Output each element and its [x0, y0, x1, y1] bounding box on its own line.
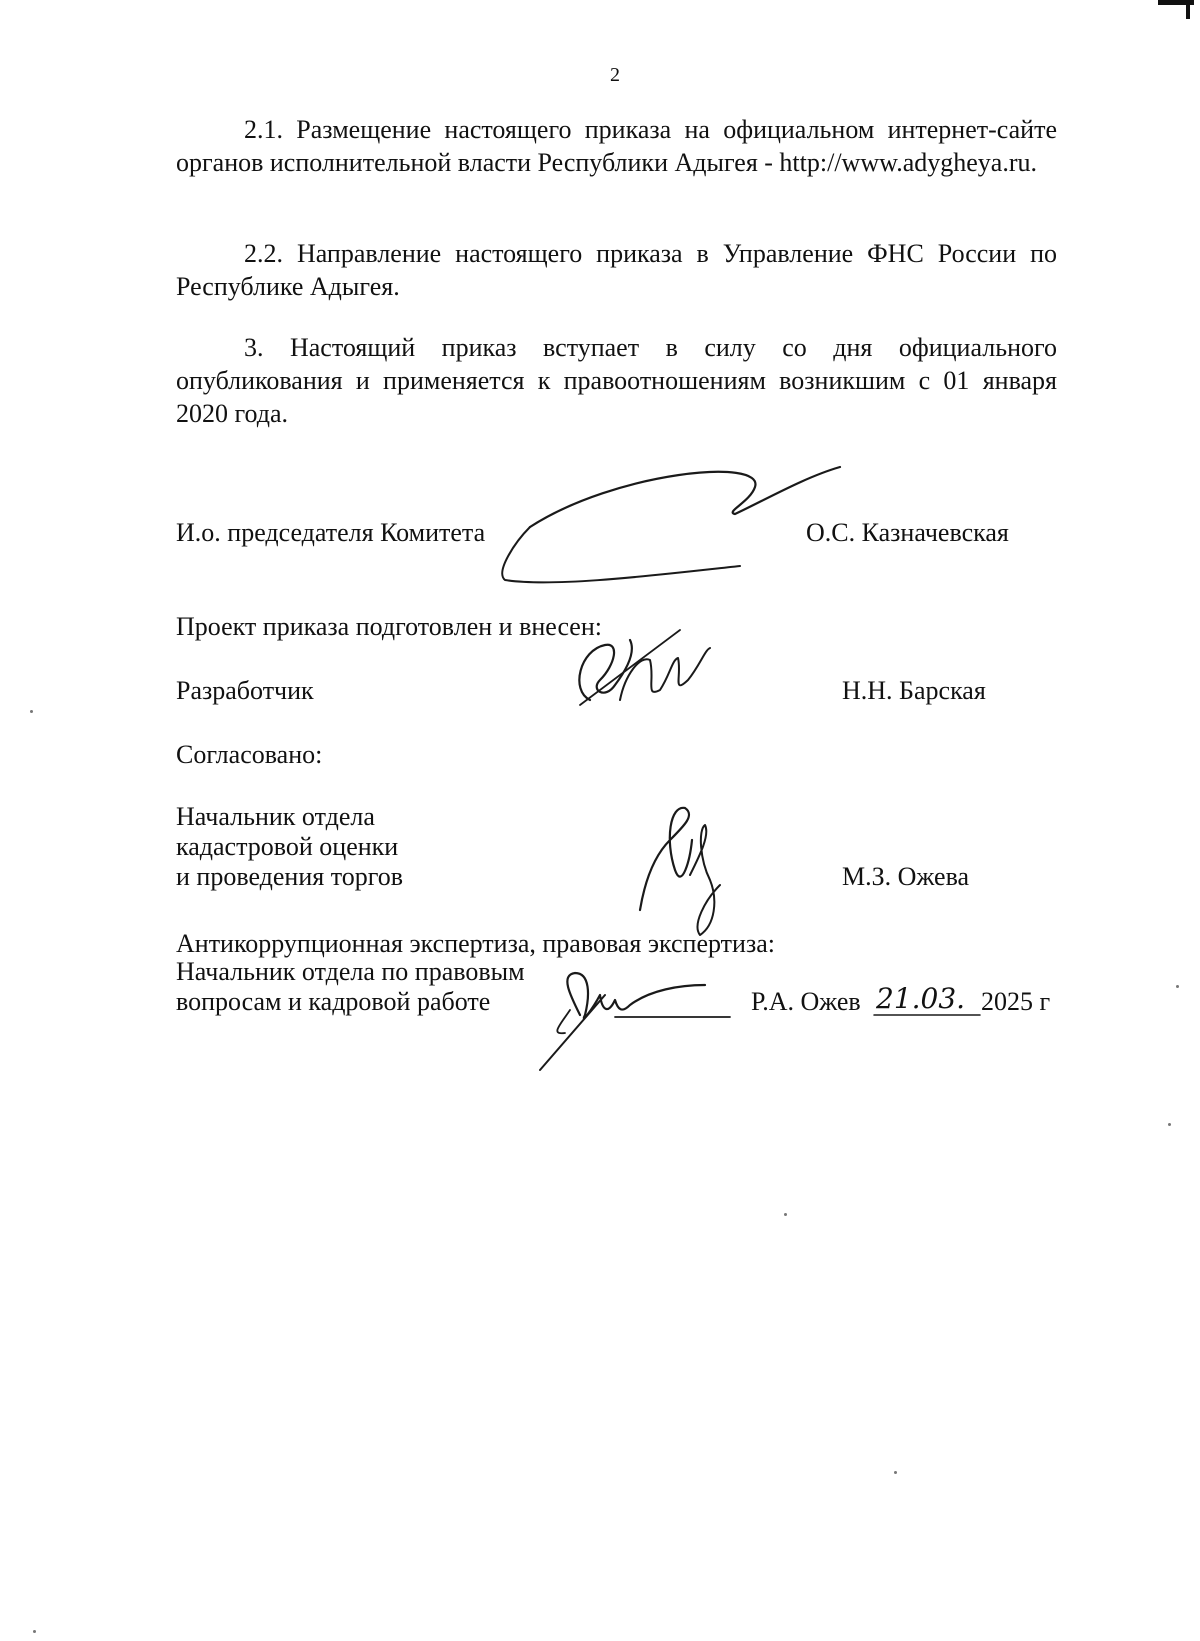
legal-head-position-line: вопросам и кадровой работе: [176, 987, 491, 1016]
date-underline: [872, 1012, 982, 1018]
scan-speck: [33, 1630, 36, 1633]
legal-head-name: Р.А. Ожев: [751, 987, 861, 1016]
scan-speck: [30, 710, 33, 713]
head-dept-signature: [630, 800, 740, 940]
legal-head-year: 2025 г: [981, 987, 1051, 1016]
developer-signature: [560, 620, 730, 720]
head-dept-position-line: Начальник отдела: [176, 802, 375, 831]
developer-name: Н.Н. Барская: [842, 676, 986, 705]
scan-speck: [784, 1213, 787, 1216]
chair-name: О.С. Казначевская: [806, 518, 1009, 547]
head-dept-position-line: кадастровой оценки: [176, 832, 399, 861]
scan-speck: [1176, 985, 1179, 988]
agreed-heading: Согласовано:: [176, 740, 323, 769]
scan-speck: [894, 1471, 897, 1474]
legal-head-signature: [530, 955, 740, 1075]
expertise-heading: Антикоррупционная экспертиза, правовая экспертиза:: [176, 929, 775, 958]
developer-position: Разработчик: [176, 676, 314, 705]
scan-speck: [1168, 1123, 1171, 1126]
paragraph-text: 2.1. Размещение настоящего приказа на официальном интернет-сайте органов исполнительной власти Республики Адыгея - http://www.adygheya.ru.: [176, 115, 1057, 177]
head-dept-name: М.З. Ожева: [842, 862, 970, 891]
handwritten-date: 21.03.: [876, 982, 966, 1015]
paragraph-2-2: [176, 237, 1057, 303]
paragraph-text: 3. Настоящий приказ вступает в силу со дня официального опубликования и применяется к правоотношениям возникшим с 01 января 2020 года.: [176, 333, 1057, 428]
head-dept-position-line: и проведения торгов: [176, 862, 404, 891]
paragraph-2-1: [176, 113, 1057, 179]
prepared-heading: Проект приказа подготовлен и внесен:: [176, 612, 602, 641]
page-number: 2: [610, 64, 620, 86]
paragraph-text: 2.2. Направление настоящего приказа в Управление ФНС России по Республике Адыгея.: [176, 239, 1057, 301]
chair-signature: [495, 462, 855, 592]
paragraph-3: [176, 331, 1057, 430]
legal-head-position-line: Начальник отдела по правовым: [176, 957, 525, 986]
chair-position: И.о. председателя Комитета: [176, 518, 486, 547]
scan-corner-mark: [1186, 5, 1190, 19]
